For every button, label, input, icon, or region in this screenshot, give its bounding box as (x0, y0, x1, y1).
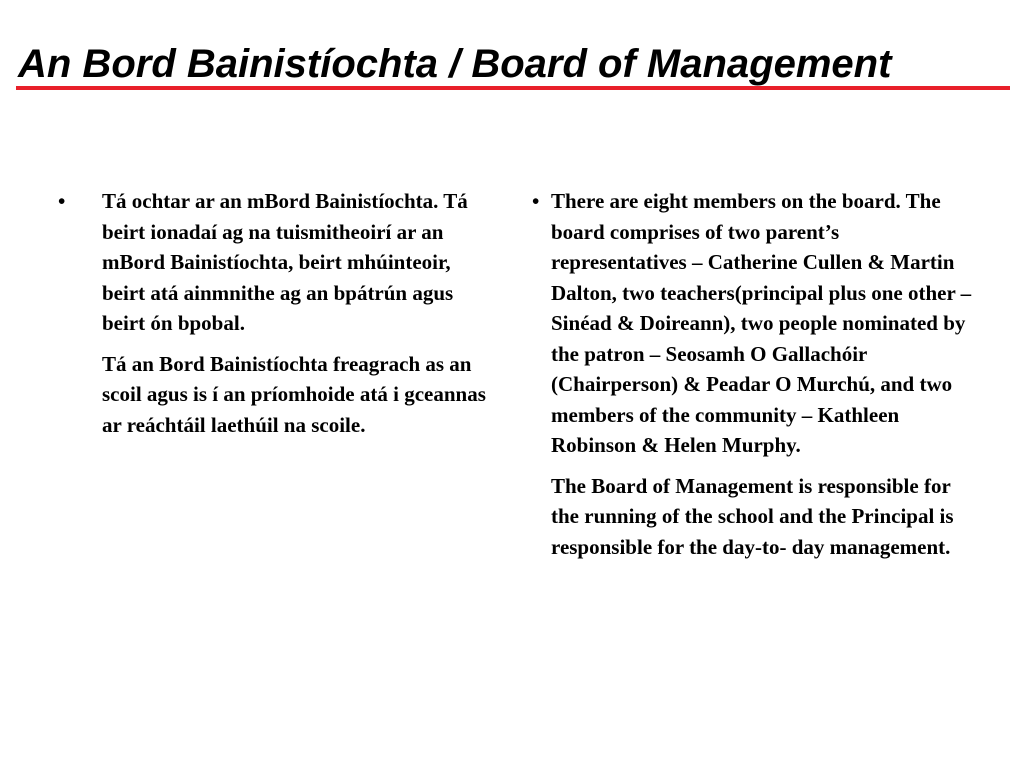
title-underline (16, 86, 1010, 90)
bullet-icon: • (532, 189, 540, 213)
irish-bullet-paragraph (56, 186, 496, 339)
english-paragraph-1: There are eight members on the board. The board comprises of two parent’s representatives – Catherine Cullen & Martin Dalton, two teachers(principal plus one other – Sinéad & Doireann), two people nominated by the patron – Seosamh O Gallachóir (Chairperson) & Peadar O Murchú, and two members of the community – Kathleen Robinson & Helen Murphy. (551, 189, 972, 457)
irish-text-column (56, 186, 496, 450)
english-paragraph-2: The Board of Management is responsible for the running of the school and the Principal is responsible for the day-to- day management. (551, 473, 954, 559)
irish-paragraph-1: Tá ochtar ar an mBord Bainistíochta. Tá beirt ionadaí ag na tuismitheoirí ar an mBord Bainistíochta, beirt mhúinteoir, beirt atá ainmnithe ag an bpátrún agus beirt ón bpobal. (102, 189, 468, 335)
english-text-column (528, 186, 978, 572)
english-bullet-paragraph (528, 186, 978, 461)
irish-paragraph-2: Tá an Bord Bainistíochta freagrach as an scoil agus is í an príomhoide atá i gceannas ar reáchtáil laethúil na scoile. (102, 351, 486, 437)
bullet-icon: • (58, 189, 66, 213)
slide-title: An Bord Bainistíochta / Board of Management (18, 42, 892, 86)
